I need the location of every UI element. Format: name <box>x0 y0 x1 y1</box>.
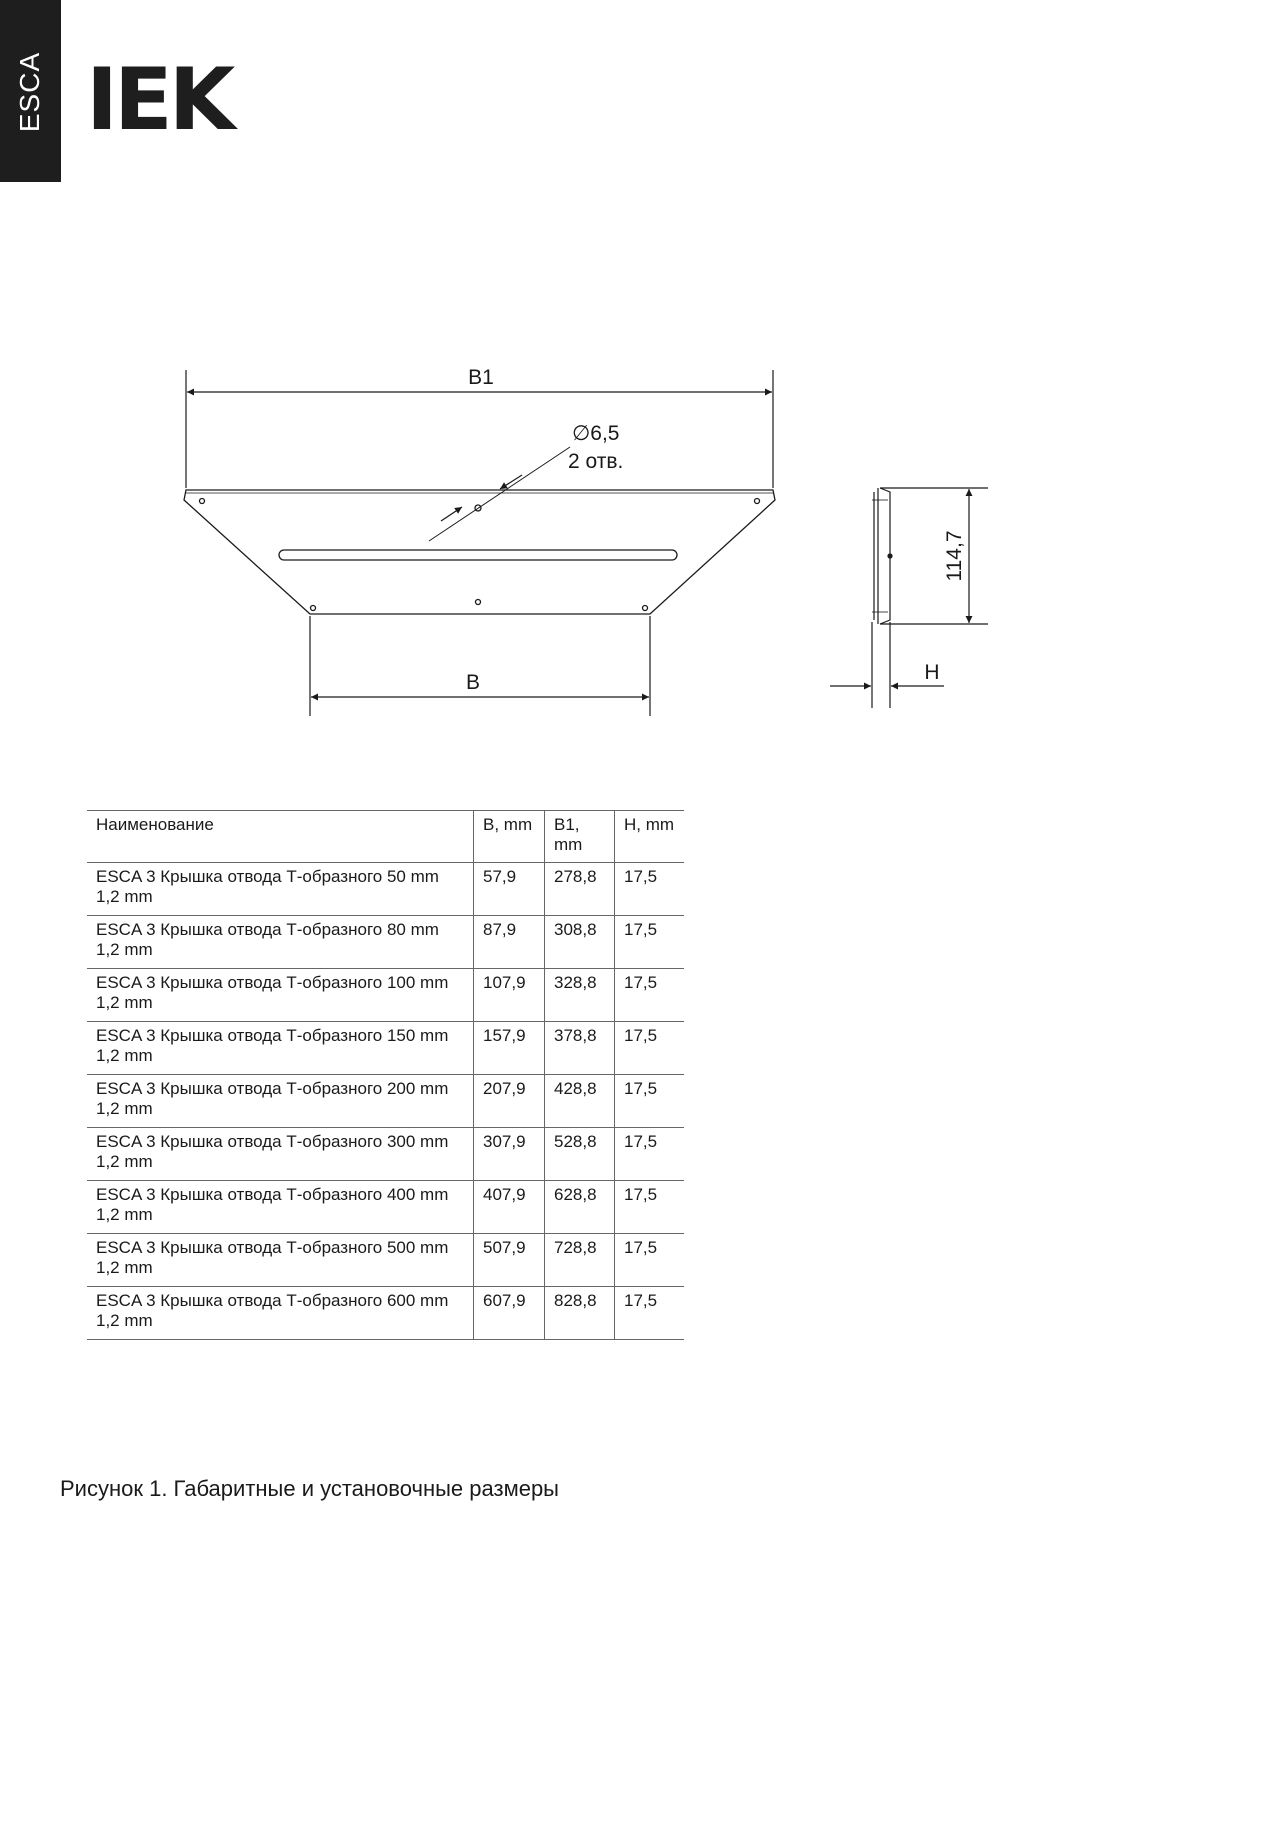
hole-count-label: 2 отв. <box>568 450 624 473</box>
cell-b: 87,9 <box>474 916 545 969</box>
cell-b: 207,9 <box>474 1075 545 1128</box>
cell-b: 107,9 <box>474 969 545 1022</box>
cell-name: ESCA 3 Крышка отвода Т-образного 100 mm 1,2 mm <box>87 969 474 1022</box>
cell-h: 17,5 <box>615 1075 685 1128</box>
cover-outline <box>184 490 775 614</box>
mount-hole <box>476 600 481 605</box>
cell-b: 57,9 <box>474 863 545 916</box>
table-row <box>87 1181 684 1234</box>
cell-name: ESCA 3 Крышка отвода Т-образного 600 mm 1,2 mm <box>87 1287 474 1340</box>
cell-b: 407,9 <box>474 1181 545 1234</box>
header-b1: B1, mm <box>545 811 615 863</box>
cell-b1: 278,8 <box>545 863 615 916</box>
cell-h: 17,5 <box>615 1287 685 1340</box>
series-tab <box>0 0 61 182</box>
cell-b1: 308,8 <box>545 916 615 969</box>
table-row <box>87 1234 684 1287</box>
cell-b1: 528,8 <box>545 1128 615 1181</box>
header-name: Наименование <box>87 811 474 863</box>
figure-caption: Рисунок 1. Габаритные и установочные размеры <box>60 1476 559 1501</box>
cell-h: 17,5 <box>615 916 685 969</box>
cover-side-view <box>872 488 892 624</box>
cell-h: 17,5 <box>615 863 685 916</box>
header-b: B, mm <box>474 811 545 863</box>
cell-b: 157,9 <box>474 1022 545 1075</box>
cell-b1: 828,8 <box>545 1287 615 1340</box>
cell-name: ESCA 3 Крышка отвода Т-образного 200 mm 1,2 mm <box>87 1075 474 1128</box>
cell-name: ESCA 3 Крышка отвода Т-образного 50 mm 1,2 mm <box>87 863 474 916</box>
cell-b1: 628,8 <box>545 1181 615 1234</box>
cell-name: ESCA 3 Крышка отвода Т-образного 400 mm 1,2 mm <box>87 1181 474 1234</box>
table-row <box>87 1075 684 1128</box>
cell-h: 17,5 <box>615 1181 685 1234</box>
spec-table <box>87 810 684 1340</box>
cell-name: ESCA 3 Крышка отвода Т-образного 150 mm 1,2 mm <box>87 1022 474 1075</box>
cell-name: ESCA 3 Крышка отвода Т-образного 300 mm 1,2 mm <box>87 1128 474 1181</box>
cell-b1: 378,8 <box>545 1022 615 1075</box>
dimension-height-label: 114,7 <box>943 530 966 582</box>
brand-logo: IEK <box>86 50 232 150</box>
table-row <box>87 969 684 1022</box>
table-row <box>87 1128 684 1181</box>
technical-drawing <box>0 340 1280 740</box>
mount-hole <box>200 499 205 504</box>
dimension-h-label: H <box>924 661 940 684</box>
cell-h: 17,5 <box>615 969 685 1022</box>
dimension-height <box>880 488 988 624</box>
cover-slot <box>279 550 677 560</box>
mount-hole <box>755 499 760 504</box>
cover-top-view <box>184 490 775 614</box>
hole-diameter-label: ∅6,5 <box>572 422 620 445</box>
mount-hole <box>311 606 316 611</box>
cell-b: 507,9 <box>474 1234 545 1287</box>
cell-h: 17,5 <box>615 1234 685 1287</box>
dimension-b1-label: B1 <box>468 366 494 389</box>
table-row <box>87 1287 684 1340</box>
series-tab-label: ESCA <box>14 51 45 133</box>
table-row <box>87 863 684 916</box>
dimension-b <box>310 616 650 716</box>
cell-b: 607,9 <box>474 1287 545 1340</box>
table-row <box>87 1022 684 1075</box>
cell-name: ESCA 3 Крышка отвода Т-образного 500 mm 1,2 mm <box>87 1234 474 1287</box>
cell-h: 17,5 <box>615 1022 685 1075</box>
cell-b: 307,9 <box>474 1128 545 1181</box>
cell-name: ESCA 3 Крышка отвода Т-образного 80 mm 1,2 mm <box>87 916 474 969</box>
dimension-b-label: B <box>465 671 481 694</box>
header-h: H, mm <box>615 811 685 863</box>
hole-callout <box>429 447 570 541</box>
cell-h: 17,5 <box>615 1128 685 1181</box>
cell-b1: 728,8 <box>545 1234 615 1287</box>
table-header-row <box>87 811 684 863</box>
cell-b1: 328,8 <box>545 969 615 1022</box>
mount-hole <box>643 606 648 611</box>
table-row <box>87 916 684 969</box>
cell-b1: 428,8 <box>545 1075 615 1128</box>
